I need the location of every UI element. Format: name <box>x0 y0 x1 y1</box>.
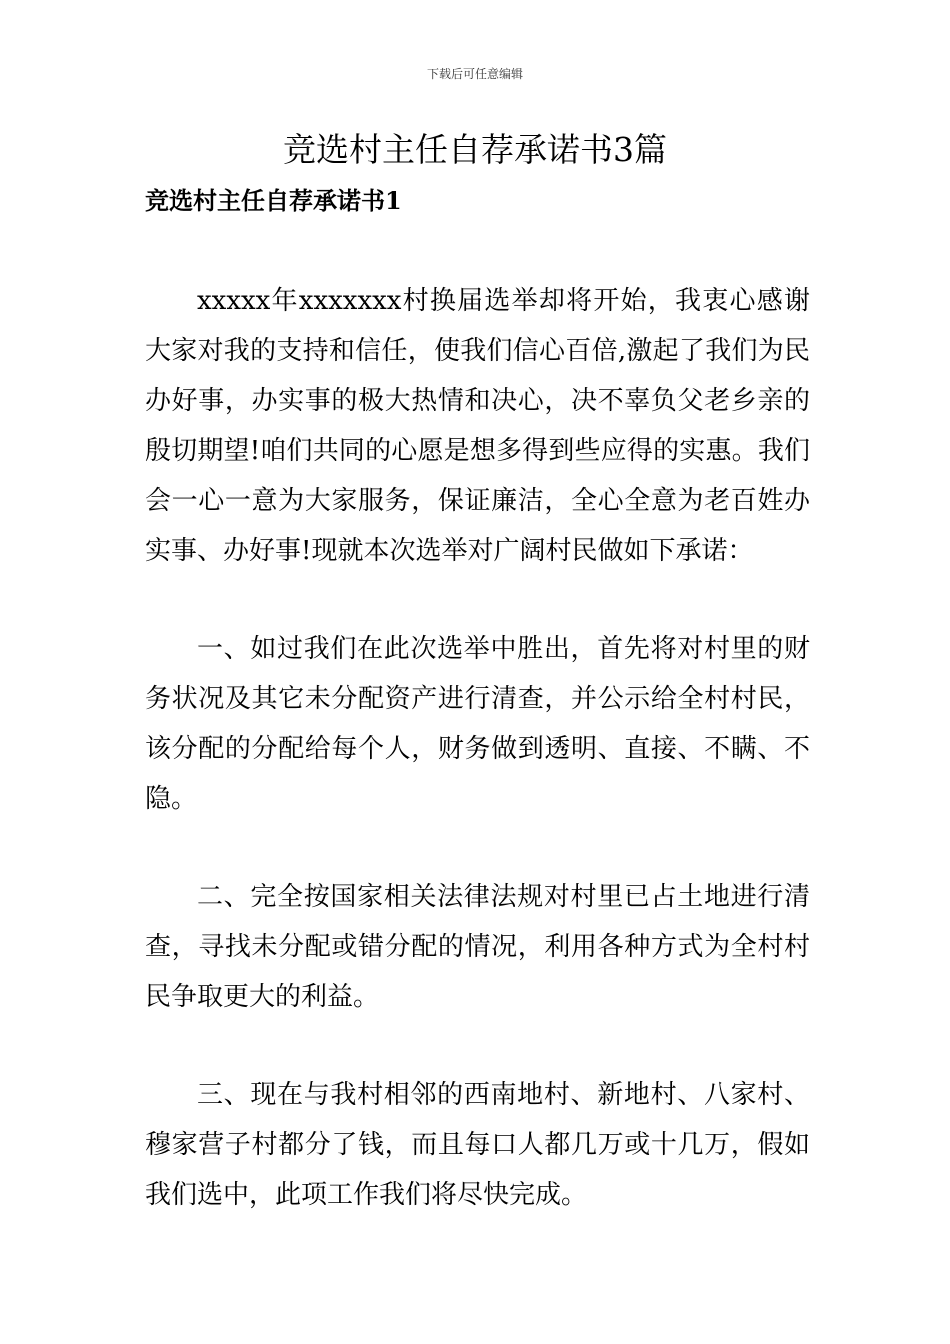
header-note: 下载后可任意编辑 <box>426 67 523 81</box>
paragraph-pledge-3: 三、现在与我村相邻的西南地村、新地村、八家村、穆家营子村都分了钱，而且每口人都几万或十几万，假如我们选中，此项工作我们将尽快完成。 <box>145 1080 810 1210</box>
paragraph-pledge-2: 二、完全按国家相关法律法规对村里已占土地进行清查，寻找未分配或错分配的情况，利用各种方式为全村村民争取更大的利益。 <box>145 882 810 1012</box>
paragraph-pledge-1: 一、如过我们在此次选举中胜出，首先将对村里的财务状况及其它未分配资产进行清查，并公示给全村村民，该分配的分配给每个人，财务做到透明、直接、不瞒、不隐。 <box>145 634 810 814</box>
section-title: 竞选村主任自荐承诺书1 <box>145 186 402 215</box>
document-title: 竞选村主任自荐承诺书3篇 <box>283 130 667 169</box>
paragraph-intro: xxxxx年xxxxxxx村换届选举却将开始，我衷心感谢大家对我的支持和信任，使我们信心百倍,激起了我们为民办好事，办实事的极大热情和决心，决不辜负父老乡亲的殷切期望!咱们共同的心愿是想多得到些应得的实惠。我们会一心一意为大家服务，保证廉洁，全心全意为老百姓办实事、办好事!现就本次选举对广阔村民做如下承诺： <box>145 286 810 566</box>
